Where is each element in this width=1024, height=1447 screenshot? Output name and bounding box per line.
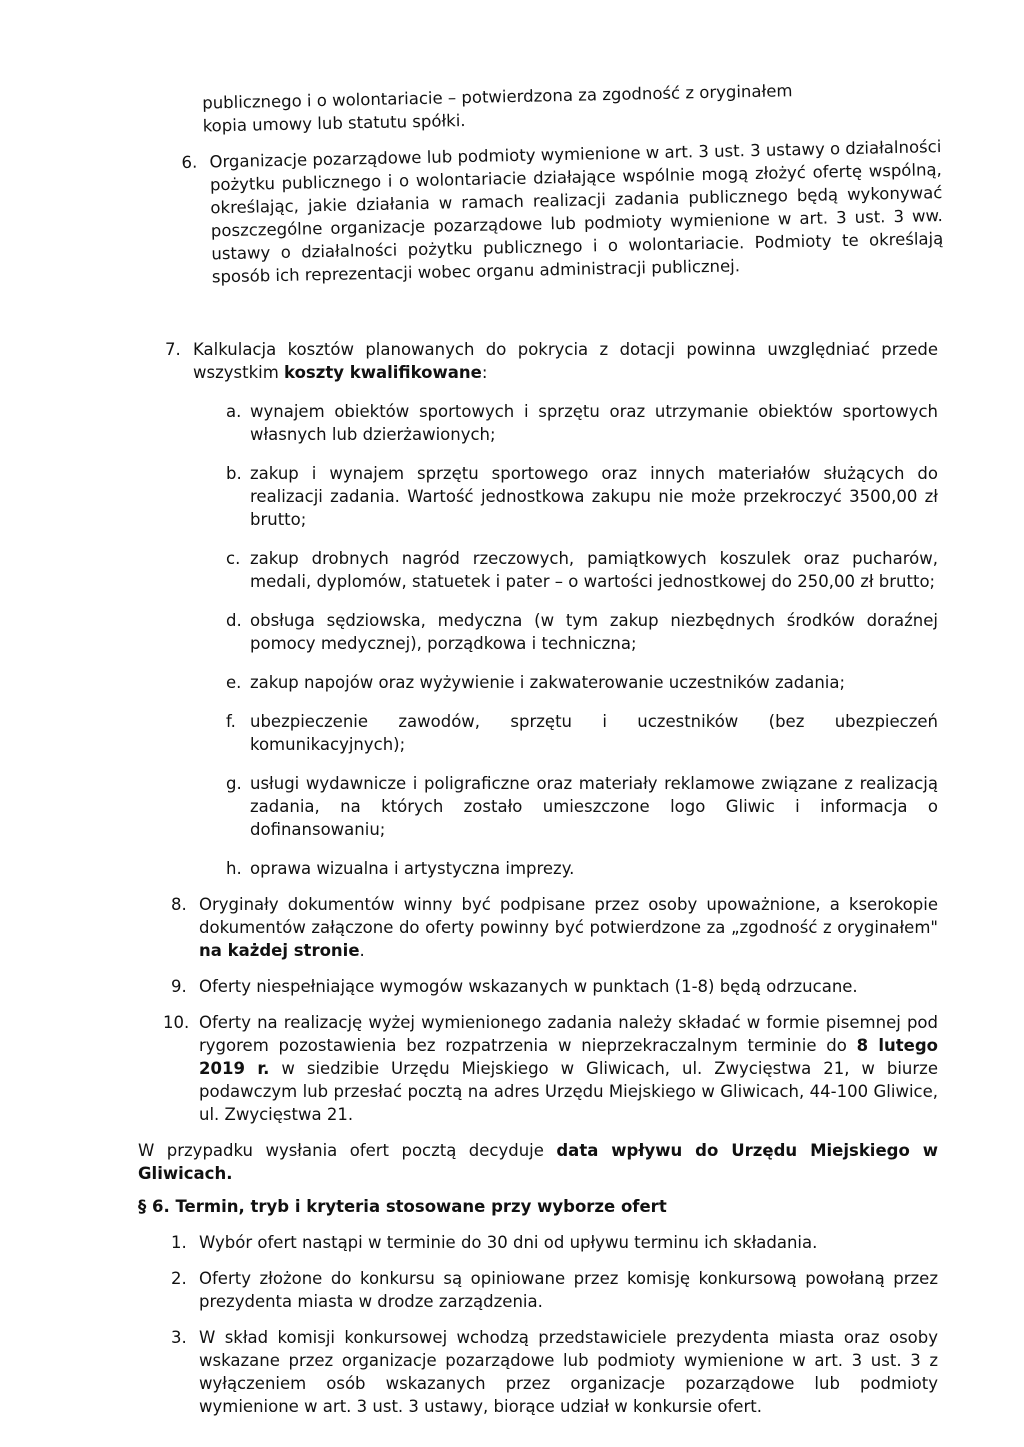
mail-text: W przypadku wysłania ofert pocztą decyduje (138, 1141, 557, 1160)
item-number: 7. (165, 340, 181, 359)
sub-letter: g. (226, 774, 242, 793)
item-number: 10. (163, 1013, 190, 1032)
sub-text: usługi wydawnicze i poligraficzne oraz materiały reklamowe związane z realizacją zadania, na których zostało umieszczone logo Gliwic i informacja o dofinansowaniu; (250, 774, 938, 839)
document-top-section (180, 76, 944, 289)
item-number: 8. (171, 895, 187, 914)
item-number: 9. (171, 977, 187, 996)
item10-text-b: w siedzibie Urzędu Miejskiego w Gliwicach, ul. Zwycięstwa 21, w biurze podawczym lub przesłać pocztą na adres Urzędu Miejskiego w Gliwicach, 44-100 Gliwice, ul. Zwycięstwa 21. (199, 1059, 938, 1124)
item10-bold: 8 lutego 2019 r. (199, 1036, 938, 1078)
continued-line-1: publicznego i o wolontariacie – potwierdzona za zgodność z oryginałem (202, 81, 793, 113)
item10-text-a: Oferty na realizację wyżej wymienionego zadania należy składać w formie pisemnej pod rygorem pozostawienia bez rozpatrzenia w nieprzekraczalnym terminie do (199, 1013, 938, 1055)
sub-item-d (226, 609, 938, 655)
section6-item-3 (171, 1326, 938, 1418)
list-item-10 (163, 1011, 938, 1126)
item-text (193, 338, 938, 384)
sub-letter: f. (226, 712, 236, 731)
sub-letter: c. (226, 549, 241, 568)
sub-item-a (226, 400, 938, 446)
sub-text: wynajem obiektów sportowych i sprzętu oraz utrzymanie obiektów sportowych własnych lub dzierżawionych; (250, 402, 938, 444)
section-heading: § 6. Termin, tryb i kryteria stosowane przy wyborze ofert (138, 1197, 667, 1216)
sub-letter: d. (226, 611, 242, 630)
sub-item-e (226, 671, 938, 694)
sub-letter: e. (226, 673, 242, 692)
sub-text: obsługa sędziowska, medyczna (w tym zakup niezbędnych środków doraźnej pomocy medycznej), porządkowa i techniczna; (250, 611, 938, 653)
item-number: 1. (171, 1233, 187, 1252)
item8-tail: . (359, 941, 365, 960)
sub-item-g (226, 772, 938, 841)
item7-text: Kalkulacja kosztów planowanych do pokrycia z dotacji powinna uwzględniać przede wszystkim (193, 340, 938, 382)
sub-letter: b. (226, 464, 242, 483)
item-number: 2. (171, 1269, 187, 1288)
list-item-7 (165, 338, 938, 384)
item8-text: Oryginały dokumentów winny być podpisane przez osoby upoważnione, a kserokopie dokumentów załączone do oferty powinny być potwierdzone za „zgodność z oryginałem" (199, 895, 938, 937)
item7-tail: : (481, 363, 488, 382)
item-text (199, 893, 938, 962)
sub-text: zakup drobnych nagród rzeczowych, pamiątkowych koszulek oraz pucharów, medali, dyplomów, statuetek i pater – o wartości jednostkowej do 250,00 zł brutto; (250, 549, 938, 591)
sub-text: zakup napojów oraz wyżywienie i zakwaterowanie uczestników zadania; (250, 673, 846, 692)
mail-bold: data wpływu do Urzędu Miejskiego w Gliwicach. (138, 1141, 938, 1183)
sub-letter: h. (226, 859, 242, 878)
list-item-6 (181, 135, 944, 289)
sub-item-c (226, 547, 938, 593)
item-text: Oferty niespełniające wymogów wskazanych w punktach (1-8) będą odrzucane. (199, 977, 858, 996)
item-text: Wybór ofert nastąpi w terminie do 30 dni od upływu terminu ich składania. (199, 1233, 818, 1252)
sub-item-b (226, 462, 938, 531)
sub-letter: a. (226, 402, 242, 421)
item-text: W skład komisji konkursowej wchodzą przedstawiciele prezydenta miasta oraz osoby wskazane przez organizacje pozarządowe lub podmioty wymienione w art. 3 ust. 3 z wyłączeniem osób wskazanych przez organizacje pozarządowe lub podmioty wymienione w art. 3 ust. 3 ustawy, biorące udział w konkursie ofert. (199, 1328, 938, 1416)
continued-line-2: kopia umowy lub statutu spółki. (202, 111, 466, 136)
sub-item-f (226, 710, 938, 756)
item-text: Organizacje pozarządowe lub podmioty wymienione w art. 3 ust. 3 ustawy o działalności pożytku publicznego i o wolontariacie działające wspólnie mogą złożyć ofertę wspólną, określając, jakie działania w ramach realizacji zadania publicznego będą wykonywać poszczególne organizacje pozarządowe lub podmioty wymienione w art. 3 ust. 3 ww. ustawy o działalności pożytku publicznego i o wolontariacie. Podmioty te określają sposób ich reprezentacji wobec organu administracji publicznej. (209, 137, 944, 287)
item-text: Oferty złożone do konkursu są opiniowane przez komisję konkursową powołaną przez prezydenta miasta w drodze zarządzenia. (199, 1269, 938, 1311)
list-item-9 (171, 975, 938, 998)
item-text (199, 1011, 938, 1126)
item8-bold: na każdej stronie (199, 941, 360, 960)
section6-item-2 (171, 1267, 938, 1313)
sub-item-h (226, 857, 938, 880)
mail-paragraph (138, 1139, 938, 1185)
item-number: 6. (181, 152, 198, 172)
sub-text: oprawa wizualna i artystyczna imprezy. (250, 859, 575, 878)
item7-bold: koszty kwalifikowane (284, 363, 482, 382)
document-body (138, 338, 938, 1418)
section6-item-1 (171, 1231, 938, 1254)
sub-text: zakup i wynajem sprzętu sportowego oraz innych materiałów służących do realizacji zadania. Wartość jednostkowa zakupu nie może przekroczyć 3500,00 zł brutto; (250, 464, 938, 529)
list-item-8 (171, 893, 938, 962)
item-number: 3. (171, 1328, 187, 1347)
sub-text: ubezpieczenie zawodów, sprzętu i uczestników (bez ubezpieczeń komunikacyjnych); (250, 712, 938, 754)
